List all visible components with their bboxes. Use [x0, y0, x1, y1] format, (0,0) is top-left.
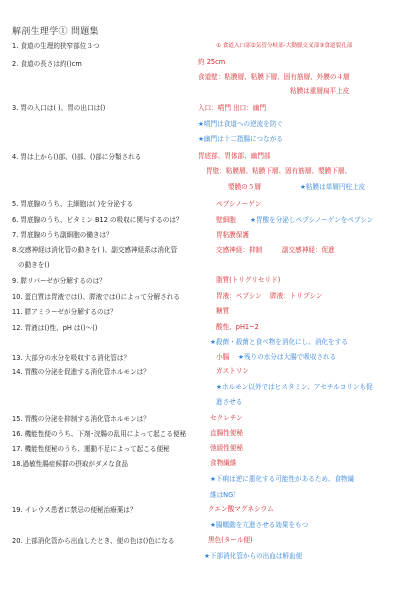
answer-7: 胃粘膜保護	[216, 231, 249, 239]
question-2: 2. 食道の長さは約()cm	[12, 60, 82, 68]
question-10: 10. 蛋白質は胃液では()、膵液では()によって分解される	[12, 293, 180, 301]
question-16: 16. 機能性便のうち、下剤･浣腸の乱用によって起こる便秘	[12, 430, 187, 438]
question-4: 4. 胃は上から()部、()部、()部に分類される	[12, 153, 142, 161]
answer-12: 酸性、pH1~2	[216, 323, 259, 331]
answer-3: 入口：噴門 出口：幽門	[198, 104, 267, 112]
question-14: 14. 胃酸の分泌を促進する消化管ホルモンは？	[12, 368, 150, 376]
answer-15: セクレチン	[210, 414, 243, 422]
answer-11: 糖質	[216, 307, 230, 315]
answer-6-note: ★胃酸を分泌しペプシノーゲンをペプシン	[250, 216, 374, 224]
question-8-continued: の動きを()	[18, 261, 50, 269]
question-3: 3. 胃の入口は( )、胃の出口は()	[12, 104, 106, 112]
answer-16: 直腸性便秘	[210, 429, 243, 437]
answer-20-note: ★下部消化管からの出血は鮮血便	[204, 552, 303, 560]
answer-8-note: 副交感神経：促進	[282, 246, 335, 254]
question-18: 18.過敏性腸症候群の摂取がダメな食品	[12, 460, 128, 468]
answer-13: 小腸	[216, 353, 230, 361]
answer-1: ① 食道入口部②気管分岐部-大動脈交叉部③食道裂孔部	[216, 43, 353, 49]
answer-10: 胃液：ペプシン	[216, 292, 262, 300]
answer-3-note: ★幽門は十二指腸につながる	[198, 135, 283, 143]
question-13: 13. 大部分の水分を吸収する消化管は？	[12, 354, 131, 362]
answer-18: 食物繊維	[210, 459, 237, 467]
question-5: 5. 胃底腺のうち、主細胞は( )を分泌する	[12, 200, 134, 208]
question-7: 7. 胃底腺のうち副細胞の働きは？	[12, 231, 113, 239]
answer-4-note: 胃壁：粘膜層、粘膜下層、固有筋層、漿膜下層、	[206, 167, 352, 175]
answer-4-note: 漿膜の５層	[228, 183, 261, 191]
question-20: 20. 上部消化管から出血したとき、便の色は()色になる	[12, 537, 175, 545]
question-17: 17. 機能性便秘のうち、運動不足によって起こる便秘	[12, 445, 170, 453]
question-11: 11. 膵アミラーゼが分解するのは？	[12, 308, 117, 316]
answer-19-note: ★腸蠕動を亢進させる効果をもつ	[210, 521, 309, 529]
answer-2: 約 25cm	[198, 58, 226, 66]
answer-9: 脂質(トリグリセリド)	[216, 276, 281, 284]
answer-2-note: 粘膜は重層扁平上皮	[290, 87, 350, 95]
answer-4: 胃底部、胃体部、幽門部	[198, 152, 271, 160]
answer-2-note: 食道壁：粘膜層、粘膜下層、固有筋層、外膜の４層	[198, 73, 350, 81]
answer-18-note: ★下痢は逆に悪化する可能性があるため、食物繊	[210, 475, 355, 483]
answer-17: 弛緩性便秘	[210, 444, 243, 452]
question-6: 6. 胃底腺のうち、ビタミン B12 の吸収に関与するのは？	[12, 216, 183, 224]
answer-6: 壁細胞	[216, 216, 236, 224]
question-12: 12. 胃液は()性、pH は()～()	[12, 324, 98, 332]
question-15: 15. 胃酸の分泌を抑制する消化管ホルモンは？	[12, 415, 150, 423]
question-19: 19. イレウス患者に禁忌の便秘治療薬は？	[12, 506, 137, 514]
answer-14-note: 進させる	[216, 398, 243, 406]
page-title: 解剖生理学① 問題集	[12, 27, 99, 37]
question-9: 9. 膵リパーゼが分解するのは？	[12, 277, 106, 285]
answer-20: 黒色(タール便)	[208, 536, 253, 544]
answer-13-note: ★残りの水分は大腸で吸収される	[238, 353, 337, 361]
question-8: 8.交感神経は消化管の動きを( )、副交感神経系は消化管	[12, 246, 178, 254]
answer-12-note: ★殺菌・殺菌と食べ物を消化にし、消化をする	[210, 338, 348, 346]
question-1: 1. 食道の生理的狭窄部位３つ	[12, 42, 100, 50]
answer-3-note: ★噴門は食道への逆流を防ぐ	[198, 120, 284, 128]
answer-18-note: 維はNG！	[210, 491, 240, 499]
answer-8: 交感神経：抑制	[216, 246, 263, 254]
answer-4-note: ★粘膜は単層円柱上皮	[300, 183, 366, 191]
answer-14-note: ★ホルモン以外ではヒスタミン、アセチルコリンも促	[216, 383, 373, 391]
answer-14: ガストリン	[216, 367, 249, 375]
answer-19: クエン酸マグネシウム	[208, 505, 274, 513]
answer-5: ペプシノーゲン	[216, 200, 262, 208]
answer-10-note: 膵液：トリプシン	[270, 292, 323, 300]
